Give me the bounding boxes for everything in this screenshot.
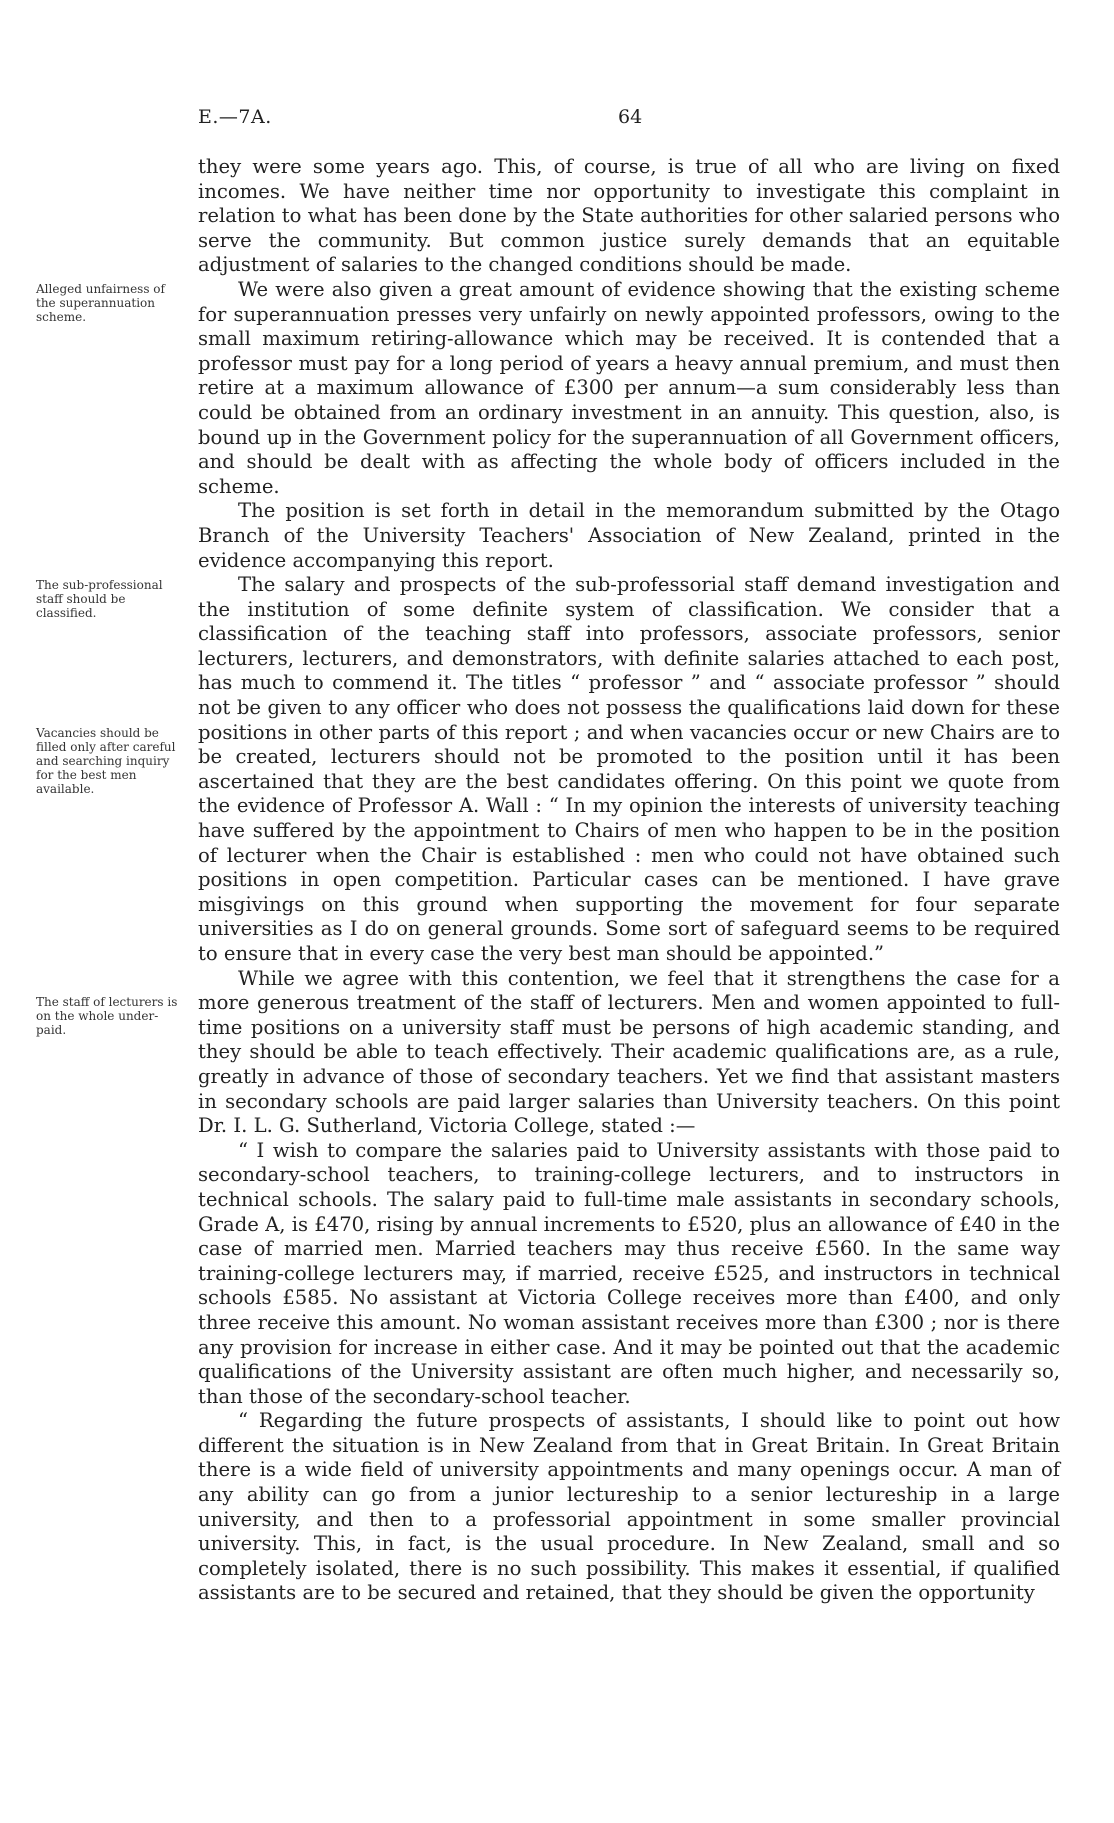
body-text xyxy=(198,155,1060,1606)
margin-note-sub-professional: The sub-professional staff should be classified. xyxy=(36,578,163,620)
paragraph: While we agree with this contention, we feel that it strengthens the case for a more generous treatment of the staff of lecturers. Men and women appointed to full-time positions on a university staff must be persons of high academic standing, and they should be able to teach effectively. Their academic qualifications are, as a rule, greatly in advance of those of secondary teachers. Yet we find that assistant masters in secondary schools are paid larger salaries than University teachers. On this point Dr. I. L. G. Sutherland, Victoria College, stated :— xyxy=(198,966,1060,1138)
quoted-paragraph: “ I wish to compare the salaries paid to University assistants with those paid to secondary-school teachers, to training-college lecturers, and to instructors in technical schools. The salary paid to full-time male assistants in secondary schools, Grade A, is £470, rising by annual increments to £520, plus an allowance of £40 in the case of married men. Married teachers may thus receive £560. In the same way training-college lecturers may, if married, receive £525, and instructors in technical schools £585. No assistant at Victoria College receives more than £400, and only three receive this amount. No woman assistant receives more than £300 ; nor is there any provision for increase in either case. And it may be pointed out that the academic qualifications of the University assistant are often much higher, and necessarily so, than those of the secondary-school teacher. xyxy=(198,1138,1060,1408)
paragraph: We were also given a great amount of evidence showing that the existing scheme for superannuation presses very unfairly on newly appointed professors, owing to the small maximum retiring-allowance which may be received. It is contended that a professor must pay for a long period of years a heavy annual premium, and must then retire at a maximum allowance of £300 per annum—a sum considerably less than could be obtained from an ordinary investment in an annuity. This question, also, is bound up in the Government policy for the superannuation of all Government officers, and should be dealt with as affecting the whole body of officers included in the scheme. xyxy=(198,277,1060,498)
series-code: E.—7A. xyxy=(198,106,272,128)
paragraph: The salary and prospects of the sub-professorial staff demand investigation and the institution of some definite system of classification. We consider that a classification of the teaching staff into professors, associate professors, senior lecturers, lecturers, and demonstrators, with definite salaries attached to each post, has much to commend it. The titles “ professor ” and “ associate professor ” should not be given to any officer who does not possess the qualifications laid down for these positions in other parts of this report ; and when vacancies occur or new Chairs are to be created, lecturers should not be promoted to the position until it has been ascertained that they are the best candidates offering. On this point we quote from the evidence of Professor A. Wall : “ In my opinion the interests of university teaching have suffered by the appointment to Chairs of men who happen to be in the position of lecturer when the Chair is established : men who could not have obtained such positions in open competition. Particular cases can be mentioned. I have grave misgivings on this ground when supporting the movement for four separate universities as I do on general grounds. Some sort of safeguard seems to be required to ensure that in every case the very best man should be appointed.” xyxy=(198,573,1060,965)
quoted-paragraph: “ Regarding the future prospects of assistants, I should like to point out how different the situation is in New Zealand from that in Great Britain. In Great Britain there is a wide field of university appointments and many openings occur. A man of any ability can go from a junior lectureship to a senior lectureship in a large university, and then to a professorial appointment in some smaller provincial university. This, in fact, is the usual procedure. In New Zealand, small and so completely isolated, there is no such possibility. This makes it essential, if qualified assistants are to be secured and retained, that they should be given the opportunity xyxy=(198,1409,1060,1605)
margin-note-superannuation: Alleged unfairness of the superannuation scheme. xyxy=(36,282,165,324)
margin-note-vacancies: Vacancies should be filled only after careful and searching inquiry for the best men available. xyxy=(36,726,176,796)
margin-note-lecturers-underpaid: The staff of lecturers is on the whole under-paid. xyxy=(36,995,178,1037)
paragraph: they were some years ago. This, of course, is true of all who are living on fixed incomes. We have neither time nor opportunity to investigate this complaint in relation to what has been done by the State authorities for other salaried persons who serve the community. But common justice surely demands that an equitable adjustment of salaries to the changed conditions should be made. xyxy=(198,155,1060,277)
page-number: 64 xyxy=(618,106,643,128)
paragraph: The position is set forth in detail in the memorandum submitted by the Otago Branch of the University Teachers' Association of New Zealand, printed in the evidence accompanying this report. xyxy=(198,499,1060,572)
